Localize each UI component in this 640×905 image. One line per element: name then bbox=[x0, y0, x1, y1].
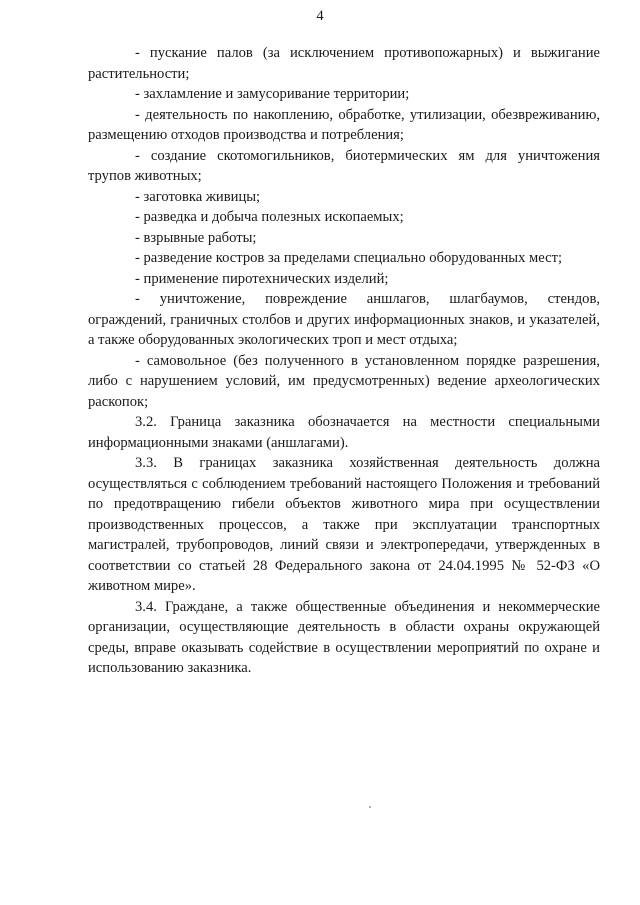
list-item-burning: - пускание палов (за исключением противопожарных) и выжигание растительности; bbox=[88, 45, 600, 82]
list-item-mining: - разведка и добыча полезных ископаемых; bbox=[135, 209, 404, 225]
document-body bbox=[88, 43, 600, 679]
list-item-blasting: - взрывные работы; bbox=[135, 229, 257, 246]
list-item-campfires: - разведение костров за пределами специально оборудованных мест; bbox=[135, 250, 563, 266]
section-3-3: 3.3. В границах заказника хозяйственная деятельность должна осуществляться с соблюдением требований настоящего Положения и требований по предотвращению гибели объектов животного мира при осуществлении производственных процессов, а также при эксплуатации транспортных магистралей, трубопроводов, линий связи и электропередачи, утвержденных в соответствии со статьей 28 Федерального закона от 24.04.1995 № 52-ФЗ «О животном мире». bbox=[88, 455, 600, 594]
list-item-littering: - захламление и замусоривание территории; bbox=[135, 86, 410, 102]
page-number: 4 bbox=[316, 8, 324, 24]
scan-speck bbox=[369, 806, 371, 808]
list-item-burial-pits: - создание скотомогильников, биотермических ям для уничтожения трупов животных; bbox=[88, 147, 600, 184]
list-item-waste: - деятельность по накоплению, обработке, утилизации, обезвреживанию, размещению отходов производства и потребления; bbox=[88, 106, 600, 143]
list-item-pyrotechnics: - применение пиротехнических изделий; bbox=[135, 270, 389, 287]
section-3-4: 3.4. Граждане, а также общественные объединения и некоммерческие организации, осуществляющие деятельность в области охраны окружающей среды, вправе оказывать содействие в осуществлении мероприятий по охране и использованию заказника. bbox=[88, 598, 600, 676]
section-3-2: 3.2. Граница заказника обозначается на местности специальными информационными знаками (аншлагами). bbox=[88, 414, 600, 451]
list-item-excavations: - самовольное (без полученного в установленном порядке разрешения, либо с нарушением условий, им предусмотренных) ведение археологических раскопок; bbox=[88, 352, 600, 410]
list-item-resin: - заготовка живицы; bbox=[135, 188, 261, 205]
list-item-signs-damage: - уничтожение, повреждение аншлагов, шлагбаумов, стендов, ограждений, граничных столбов и других информационных знаков, и указателей, а также оборудованных экологических троп и мест отдыха; bbox=[88, 291, 600, 348]
